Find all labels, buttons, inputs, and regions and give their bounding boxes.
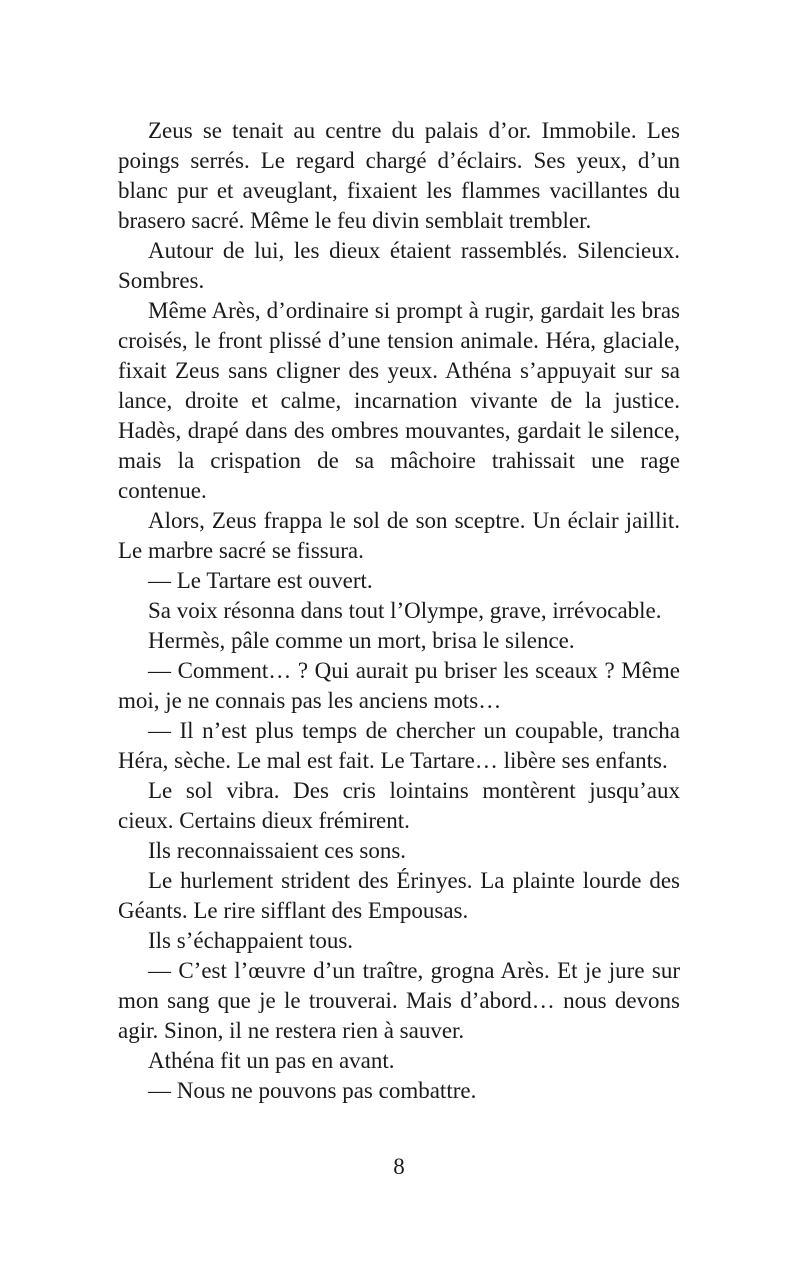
paragraph: Athéna fit un pas en avant. <box>148 1048 395 1073</box>
paragraph: Hermès, pâle comme un mort, brisa le silence. <box>148 628 575 653</box>
paragraph: Alors, Zeus frappa le sol de son sceptre. Un éclair jaillit. Le marbre sacré se fissura. <box>118 508 680 563</box>
paragraph: Le sol vibra. Des cris lointains montèrent jusqu’aux cieux. Certains dieux frémirent. <box>118 778 680 833</box>
dialogue-line: — Nous ne pouvons pas combattre. <box>148 1078 477 1103</box>
dialogue-line: — Le Tartare est ouvert. <box>148 568 373 593</box>
body-text <box>118 116 680 1106</box>
paragraph: Autour de lui, les dieux étaient rassemblés. Silencieux. Sombres. <box>118 238 680 293</box>
paragraph: Le hurlement strident des Érinyes. La plainte lourde des Géants. Le rire sifflant des Empousas. <box>118 868 680 923</box>
paragraph: Zeus se tenait au centre du palais d’or. Immobile. Les poings serrés. Le regard chargé d’éclairs. Ses yeux, d’un blanc pur et aveuglant, fixaient les flammes vacillantes du brasero sacré. Même le feu divin semblait trembler. <box>118 118 680 233</box>
paragraph: Ils reconnaissaient ces sons. <box>148 838 407 863</box>
paragraph: Ils s’échappaient tous. <box>148 928 354 953</box>
paragraph: Même Arès, d’ordinaire si prompt à rugir, gardait les bras croisés, le front plissé d’une tension animale. Héra, glaciale, fixait Zeus sans cligner des yeux. Athéna s’appuyait sur sa lance, droite et calme, incarnation vivante de la justice. Hadès, drapé dans des ombres mouvantes, gardait le silence, mais la crispation de sa mâchoire trahissait une rage contenue. <box>118 298 680 503</box>
page-number: 8 <box>393 1154 405 1179</box>
dialogue-line: — Comment… ? Qui aurait pu briser les sceaux ? Même moi, je ne connais pas les anciens mots… <box>118 658 680 713</box>
paragraph: Sa voix résonna dans tout l’Olympe, grave, irrévocable. <box>148 598 662 623</box>
dialogue-line: — C’est l’œuvre d’un traître, grogna Arès. Et je jure sur mon sang que je le trouverai. Mais d’abord… nous devons agir. Sinon, il ne restera rien à sauver. <box>118 958 680 1043</box>
dialogue-line: — Il n’est plus temps de chercher un coupable, trancha Héra, sèche. Le mal est fait. Le Tartare… libère ses enfants. <box>118 718 680 773</box>
